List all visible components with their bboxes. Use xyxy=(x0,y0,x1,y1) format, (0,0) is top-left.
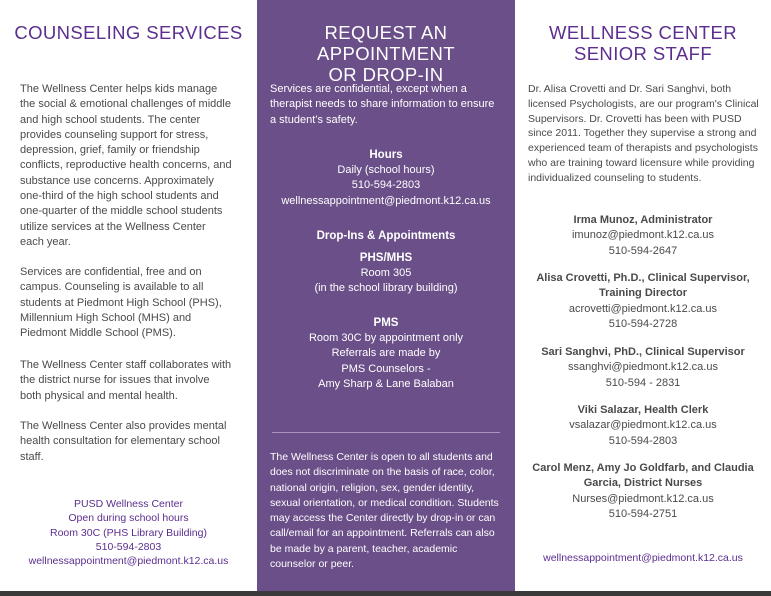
staff-member xyxy=(515,213,771,259)
pms-counselors-names: Amy Sharp & Lane Balaban xyxy=(318,377,454,390)
phs-section xyxy=(257,251,515,297)
staff-email[interactable]: imunoz@piedmont.k12.ca.us xyxy=(571,229,715,242)
staff-name: Sari Sanghvi, PhD., Clinical Supervisor xyxy=(541,346,745,358)
staff-phone: 510-594-2751 xyxy=(608,507,678,520)
footer-hours: Open during school hours xyxy=(68,512,189,525)
request-appointment-title xyxy=(257,22,515,85)
staff-member xyxy=(515,345,771,391)
counseling-paragraph-1: The Wellness Center helps kids manage the social & emotional challenges of middle and high school students. The center provides counseling support for stress, depression, grief, family or friendship conflicts, reproductive health concerns, and substance use concerns. Approximately one-third of the high school students and one-quarter of the middle school students utilize services at the Wellness Center each year. xyxy=(20,83,232,248)
staff-member xyxy=(515,403,771,449)
hours-section xyxy=(257,147,515,209)
pms-room: Room 30C by appointment only xyxy=(308,332,464,344)
staff-phone: 510-594 - 2831 xyxy=(605,376,681,389)
staff-footer-email-block xyxy=(515,551,771,566)
request-title-line-2: OR DROP-IN xyxy=(328,64,444,85)
footer-center-name: PUSD Wellness Center xyxy=(74,498,183,510)
staff-name: Alisa Crovetti, Ph.D., Clinical Supervisor, Training Director xyxy=(536,272,750,300)
staff-email[interactable]: ssanghvi@piedmont.k12.ca.us xyxy=(568,361,718,374)
staff-name: Viki Salazar, Health Clerk xyxy=(577,404,709,416)
hours-schedule: Daily (school hours) xyxy=(337,164,435,176)
staff-phone: 510-594-2728 xyxy=(608,317,678,330)
nondiscrimination-statement: The Wellness Center is open to all students and does not discriminate on the basis of race, color, national origin, religion, sex, gender identity, sexual orientation, or medical condition. Students may access the Center directly by drop-in or can call/email for an appointment. Referrals can also be made by a parent, teacher, academic counselor or peer. xyxy=(270,451,499,571)
staff-phone: 510-594-2803 xyxy=(608,434,678,447)
staff-email[interactable]: vsalazar@piedmont.k12.ca.us xyxy=(569,419,717,432)
staff-member xyxy=(515,271,771,332)
confidentiality-note: Services are confidential, except when a therapist needs to share information to ensure a student’s safety. xyxy=(270,83,495,126)
phs-room: Room 305 xyxy=(360,267,412,279)
footer-email[interactable]: wellnessappointment@piedmont.k12.ca.us xyxy=(28,555,229,568)
pms-heading: PMS xyxy=(373,317,399,329)
counseling-paragraph-4: The Wellness Center also provides mental health consultation for elementary school staff. xyxy=(20,420,227,463)
staff-email[interactable]: Nurses@piedmont.k12.ca.us xyxy=(572,492,714,505)
senior-staff-title xyxy=(515,22,771,64)
pms-counselors-label: PMS Counselors - xyxy=(341,362,431,375)
counseling-paragraph-2: Services are confidential, free and on campus. Counseling is available to all students at Piedmont High School (PHS), Millennium High School (MHS) and Piedmont Middle School (PMS). xyxy=(20,266,222,340)
dropin-heading: Drop-Ins & Appointments xyxy=(316,230,456,242)
pms-section xyxy=(257,316,515,392)
footer-phone: 510-594-2803 xyxy=(95,540,162,553)
request-appointment-panel xyxy=(257,0,515,591)
request-title-line-1: REQUEST AN APPOINTMENT xyxy=(316,22,456,64)
counseling-services-panel xyxy=(0,0,257,591)
staff-title-line-1: WELLNESS CENTER xyxy=(549,22,737,43)
staff-title-line-2: SENIOR STAFF xyxy=(573,43,713,64)
staff-name: Carol Menz, Amy Jo Goldfarb, and Claudia Garcia, District Nurses xyxy=(532,462,754,490)
phs-location: (in the school library building) xyxy=(314,282,458,295)
staff-footer-email[interactable]: wellnessappointment@piedmont.k12.ca.us xyxy=(543,552,743,564)
phs-heading: PHS/MHS xyxy=(359,252,413,264)
counseling-footer xyxy=(0,497,257,568)
staff-email[interactable]: acrovetti@piedmont.k12.ca.us xyxy=(568,302,718,315)
counseling-services-title: COUNSELING SERVICES xyxy=(14,22,243,43)
staff-phone: 510-594-2647 xyxy=(608,244,678,257)
staff-member xyxy=(515,461,771,522)
hours-heading: Hours xyxy=(369,149,403,161)
hours-email[interactable]: wellnessappointment@piedmont.k12.ca.us xyxy=(281,194,491,207)
staff-intro: Dr. Alisa Crovetti and Dr. Sari Sanghvi, both licensed Psychologists, are our program's Clinical Supervisors. Dr. Crovetti has been with PUSD since 2011. Together they supervise a strong and experienced team of therapists and psychologists who are training toward licensure while providing individualized counseling to students. xyxy=(528,83,759,184)
senior-staff-panel xyxy=(515,0,771,591)
pms-referrals: Referrals are made by xyxy=(331,347,441,360)
hours-phone: 510-594-2803 xyxy=(351,179,421,192)
dropin-section xyxy=(257,228,515,244)
footer-room: Room 30C (PHS Library Building) xyxy=(50,526,207,539)
section-divider xyxy=(272,432,500,433)
counseling-paragraph-3: The Wellness Center staff collaborates with the district nurse for issues that involve both physical and mental health. xyxy=(20,359,232,402)
staff-name: Irma Munoz, Administrator xyxy=(573,214,713,226)
bottom-border xyxy=(0,591,771,596)
